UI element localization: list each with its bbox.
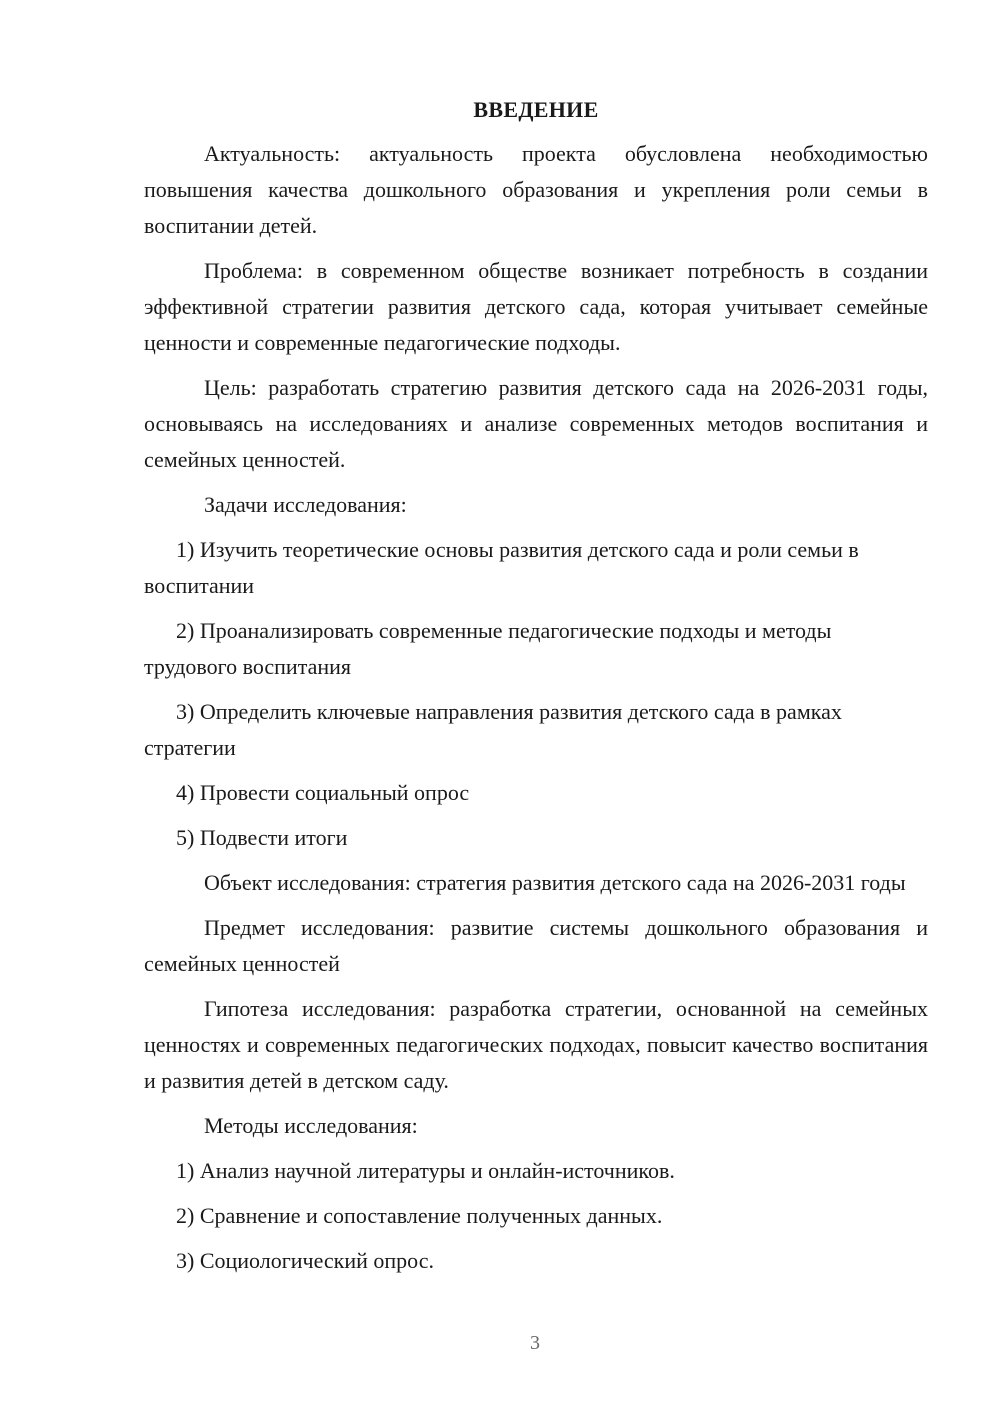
method-item-2: 2) Сравнение и сопоставление полученных данных. — [176, 1203, 663, 1228]
document-page — [144, 92, 928, 1288]
methods-intro: Методы исследования: — [204, 1113, 418, 1138]
method-item-3: 3) Социологический опрос. — [176, 1248, 434, 1273]
relevance-paragraph: Актуальность: актуальность проекта обусловлена необходимостью повышения качества дошкольного образования и укрепления роли семьи в воспитании детей. — [144, 141, 928, 238]
object-paragraph: Объект исследования: стратегия развития детского сада на 2026-2031 годы — [204, 870, 906, 895]
subject-paragraph: Предмет исследования: развитие системы дошкольного образования и семейных ценностей — [144, 915, 928, 976]
page-number: 3 — [530, 1332, 540, 1354]
task-item-2: 2) Проанализировать современные педагогические подходы и методы трудового воспитания — [144, 618, 832, 679]
method-item-1: 1) Анализ научной литературы и онлайн-источников. — [176, 1158, 675, 1183]
task-item-5: 5) Подвести итоги — [176, 825, 348, 850]
hypothesis-paragraph: Гипотеза исследования: разработка стратегии, основанной на семейных ценностях и современных педагогических подходах, повысит качество воспитания и развития детей в детском саду. — [144, 996, 928, 1093]
goal-paragraph: Цель: разработать стратегию развития детского сада на 2026-2031 годы, основываясь на исследованиях и анализе современных методов воспитания и семейных ценностей. — [144, 375, 928, 472]
task-item-3: 3) Определить ключевые направления развития детского сада в рамках стратегии — [144, 699, 842, 760]
tasks-intro: Задачи исследования: — [204, 492, 407, 517]
task-item-1: 1) Изучить теоретические основы развития детского сада и роли семьи в воспитании — [144, 537, 859, 598]
task-item-4: 4) Провести социальный опрос — [176, 780, 470, 805]
page-title: ВВЕДЕНИЕ — [473, 97, 599, 122]
problem-paragraph: Проблема: в современном обществе возникает потребность в создании эффективной стратегии развития детского сада, которая учитывает семейные ценности и современные педагогические подходы. — [144, 258, 928, 355]
